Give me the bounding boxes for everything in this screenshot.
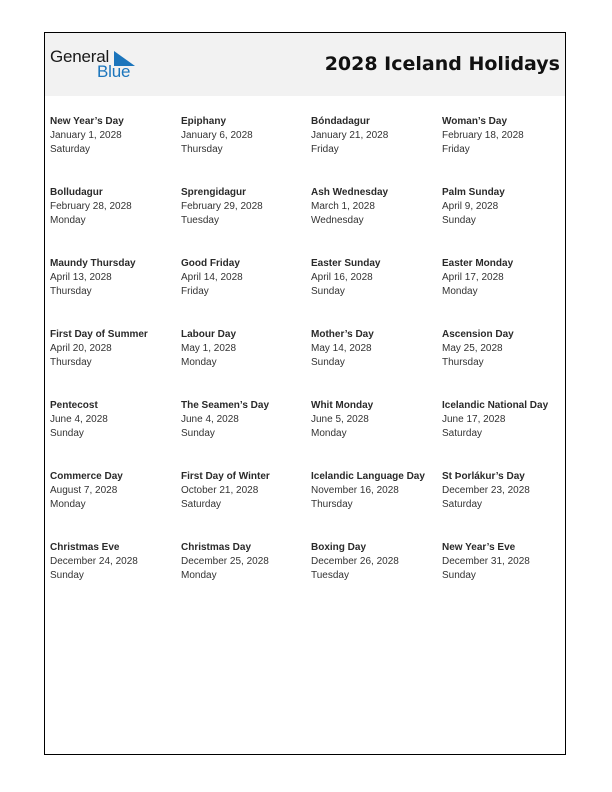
holiday-name: Bolludagur [50, 187, 103, 198]
holiday-date: June 4, 2028 [181, 414, 239, 425]
holiday-weekday: Saturday [50, 144, 91, 155]
holiday-entry [181, 186, 309, 228]
holiday-weekday: Monday [50, 215, 86, 226]
holiday-entry [181, 399, 309, 441]
holiday-entry [50, 399, 178, 441]
holiday-weekday: Sunday [50, 570, 84, 581]
holiday-name: New Year’s Day [50, 116, 124, 127]
holiday-date: April 14, 2028 [181, 272, 243, 283]
holiday-date: January 21, 2028 [311, 130, 389, 141]
holiday-weekday: Sunday [181, 428, 215, 439]
holiday-entry [50, 257, 178, 299]
holiday-name: Good Friday [181, 258, 240, 269]
holiday-weekday: Sunday [311, 286, 345, 297]
holiday-name: Pentecost [50, 400, 98, 411]
holiday-name: Maundy Thursday [50, 258, 136, 269]
holiday-entry [442, 470, 570, 512]
holiday-weekday: Thursday [50, 286, 92, 297]
holiday-entry [50, 541, 178, 583]
holiday-name: Whit Monday [311, 400, 374, 411]
holiday-name: Bóndadagur [311, 116, 370, 127]
holiday-date: December 31, 2028 [442, 556, 530, 567]
holiday-weekday: Wednesday [311, 215, 364, 226]
holiday-name: First Day of Summer [50, 329, 148, 340]
holiday-entry [311, 328, 439, 370]
holiday-entry [181, 470, 309, 512]
holiday-date: May 1, 2028 [181, 343, 237, 354]
holiday-date: June 5, 2028 [311, 414, 369, 425]
header-band [45, 33, 565, 96]
holiday-name: Icelandic Language Day [311, 471, 425, 482]
holiday-weekday: Tuesday [181, 215, 219, 226]
holiday-name: Ascension Day [442, 329, 514, 340]
holiday-entry [311, 399, 439, 441]
holiday-weekday: Tuesday [311, 570, 349, 581]
holiday-date: January 1, 2028 [50, 130, 122, 141]
holiday-weekday: Friday [311, 144, 339, 155]
holiday-entry [311, 541, 439, 583]
holiday-entry [311, 186, 439, 228]
holiday-entry [442, 115, 570, 157]
holiday-entry [442, 257, 570, 299]
holiday-date: June 17, 2028 [442, 414, 506, 425]
logo-text-general: General [50, 47, 110, 66]
holiday-name: Ash Wednesday [311, 187, 389, 198]
holiday-date: April 17, 2028 [442, 272, 504, 283]
holiday-date: January 6, 2028 [181, 130, 253, 141]
holiday-date: April 13, 2028 [50, 272, 112, 283]
holiday-entry [181, 541, 309, 583]
holiday-weekday: Friday [442, 144, 470, 155]
holiday-weekday: Monday [181, 570, 217, 581]
logo-text-blue: Blue [97, 62, 131, 81]
holiday-weekday: Saturday [442, 499, 483, 510]
holiday-date: December 25, 2028 [181, 556, 269, 567]
holiday-weekday: Monday [311, 428, 347, 439]
holiday-weekday: Monday [442, 286, 478, 297]
holiday-weekday: Saturday [442, 428, 483, 439]
holiday-weekday: Monday [50, 499, 86, 510]
holiday-entry [442, 328, 570, 370]
holiday-name: Easter Sunday [311, 258, 381, 269]
holiday-entry [181, 328, 309, 370]
holiday-name: Sprengidagur [181, 187, 247, 198]
holiday-name: Palm Sunday [442, 187, 505, 198]
holiday-name: Mother’s Day [311, 329, 374, 340]
page-title: 2028 Iceland Holidays [324, 53, 560, 75]
holiday-name: Icelandic National Day [442, 400, 549, 411]
holiday-date: August 7, 2028 [50, 485, 118, 496]
holiday-name: Easter Monday [442, 258, 514, 269]
holiday-date: December 24, 2028 [50, 556, 138, 567]
holiday-weekday: Saturday [181, 499, 222, 510]
holiday-name: Epiphany [181, 116, 227, 127]
holiday-name: New Year’s Eve [442, 542, 516, 553]
holiday-name: First Day of Winter [181, 471, 270, 482]
holiday-entry [50, 186, 178, 228]
holiday-weekday: Sunday [50, 428, 84, 439]
holiday-weekday: Thursday [50, 357, 92, 368]
holiday-date: February 18, 2028 [442, 130, 524, 141]
holiday-name: Woman’s Day [442, 116, 508, 127]
holiday-entry [50, 470, 178, 512]
holiday-entry [50, 115, 178, 157]
holiday-name: Christmas Day [181, 542, 252, 553]
holiday-date: June 4, 2028 [50, 414, 108, 425]
holiday-date: November 16, 2028 [311, 485, 399, 496]
holiday-date: February 29, 2028 [181, 201, 263, 212]
holiday-date: May 14, 2028 [311, 343, 372, 354]
holiday-name: Commerce Day [50, 471, 123, 482]
page-frame [44, 32, 566, 755]
holiday-date: October 21, 2028 [181, 485, 259, 496]
holiday-entry [442, 541, 570, 583]
holiday-entry [50, 328, 178, 370]
holiday-entry [181, 257, 309, 299]
holiday-weekday: Monday [181, 357, 217, 368]
holiday-entry [311, 257, 439, 299]
holiday-name: The Seamen’s Day [181, 400, 270, 411]
holiday-entry [442, 186, 570, 228]
holiday-date: March 1, 2028 [311, 201, 375, 212]
holiday-weekday: Sunday [442, 215, 476, 226]
holiday-weekday: Friday [181, 286, 209, 297]
holiday-date: December 23, 2028 [442, 485, 530, 496]
holiday-name: Christmas Eve [50, 542, 120, 553]
holiday-date: February 28, 2028 [50, 201, 132, 212]
holiday-date: April 9, 2028 [442, 201, 499, 212]
holiday-name: Boxing Day [311, 542, 367, 553]
holiday-entry [181, 115, 309, 157]
holiday-entry [442, 399, 570, 441]
generalblue-logo [50, 47, 140, 81]
holiday-weekday: Sunday [442, 570, 476, 581]
holiday-entry [311, 115, 439, 157]
holiday-name: St Þorlákur’s Day [442, 471, 525, 482]
holiday-weekday: Sunday [311, 357, 345, 368]
holiday-weekday: Thursday [311, 499, 353, 510]
holiday-date: May 25, 2028 [442, 343, 503, 354]
holiday-weekday: Thursday [442, 357, 484, 368]
holiday-entry [311, 470, 439, 512]
holiday-name: Labour Day [181, 329, 237, 340]
holiday-date: April 16, 2028 [311, 272, 373, 283]
holiday-date: April 20, 2028 [50, 343, 112, 354]
holiday-date: December 26, 2028 [311, 556, 399, 567]
holiday-weekday: Thursday [181, 144, 223, 155]
